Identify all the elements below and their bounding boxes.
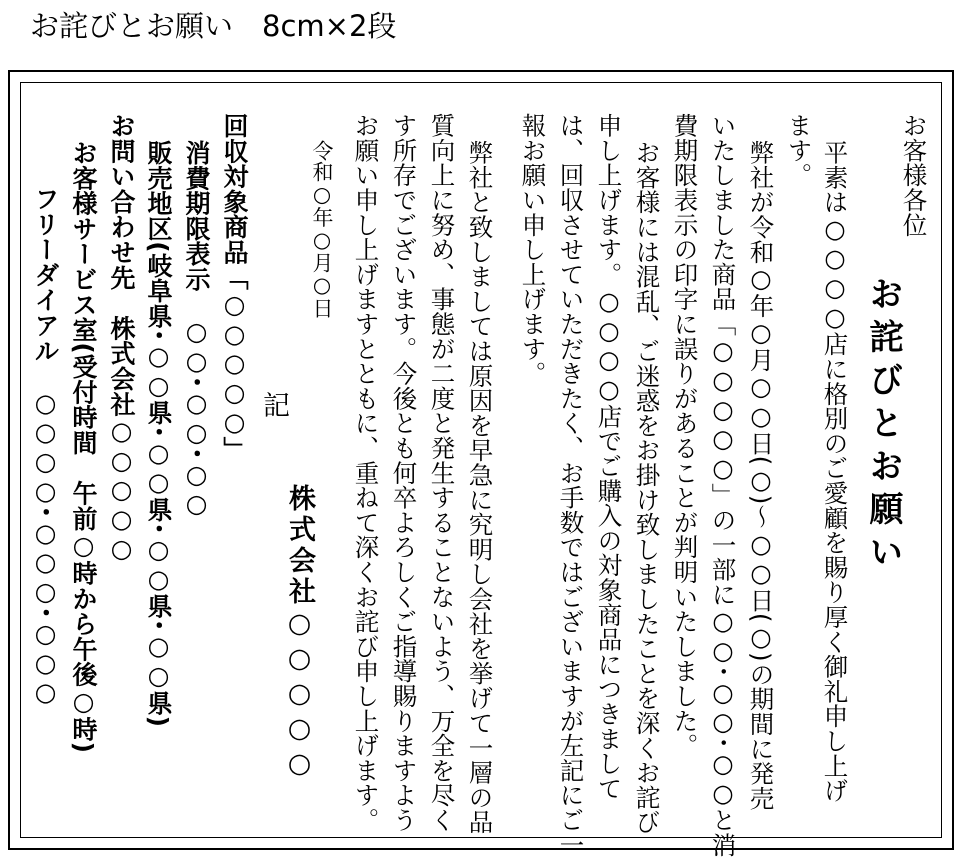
ki-mark: 記 [258, 391, 289, 418]
body-line: 平素は○○○○店に格別のご愛顧を賜り厚く御礼申し上げ [820, 140, 850, 803]
body-line: お願い申し上げますとともに、重ねて深くお詫び申し上げます。 [351, 113, 381, 833]
detail-line: 消費期限表示 ○○･○○･○○ [182, 140, 211, 519]
addressee: お客様各位 [899, 113, 929, 237]
body-line: 報お願い申し上げます。 [518, 113, 548, 386]
notice-date: 令和○年○月○日 [310, 140, 334, 319]
detail-line: フリーダイアル ○○○○･○○○･○○○ [31, 186, 60, 707]
body-line: 弊社と致しましては原因を早急に究明し会社を挙げて一層の品 [465, 140, 495, 835]
body-line: は、回収させていただきたく、お手数ではございますが左記にご一 [556, 113, 586, 857]
detail-line: お問い合わせ先 株式会社○○○○○ [107, 113, 136, 564]
page-caption: お詫びとお願い 8cm×2段 [30, 9, 397, 43]
body-line: 質向上に努め、事態が二度と発生することないよう、万全を尽く [427, 113, 457, 833]
detail-line: 販売地区(岐阜県･○○県･○○県･○○県･○○県) [144, 140, 173, 728]
body-line: お客様には混乱、ご迷惑をお掛け致しましたことを深くお詫び [632, 140, 662, 835]
body-line: す所存でございます。今後とも何卒よろしくご指導賜りますよう [389, 113, 419, 833]
notice-title: お詫びとお願い [863, 276, 903, 577]
body-line: 弊社が令和○年○月○○日(○)～○○日(○)の期間に発売 [746, 140, 776, 811]
detail-line: お客様サービス室(受付時間 午前○時から午後○時) [69, 140, 98, 754]
detail-line: 回収対象商品「○○○○○」 [220, 113, 249, 462]
sender-name: 株式会社○○○○○ [284, 484, 315, 783]
body-line: 申し上げます。○○○○店でご購入の対象商品につきまして [594, 113, 624, 801]
body-line: いたしました商品「○○○○○」の一部に○○･○○･○○と消 [708, 113, 738, 858]
body-line: ます。 [784, 113, 814, 188]
body-line: 費期限表示の印字に誤りがあることが判明いたしました。 [670, 113, 700, 758]
